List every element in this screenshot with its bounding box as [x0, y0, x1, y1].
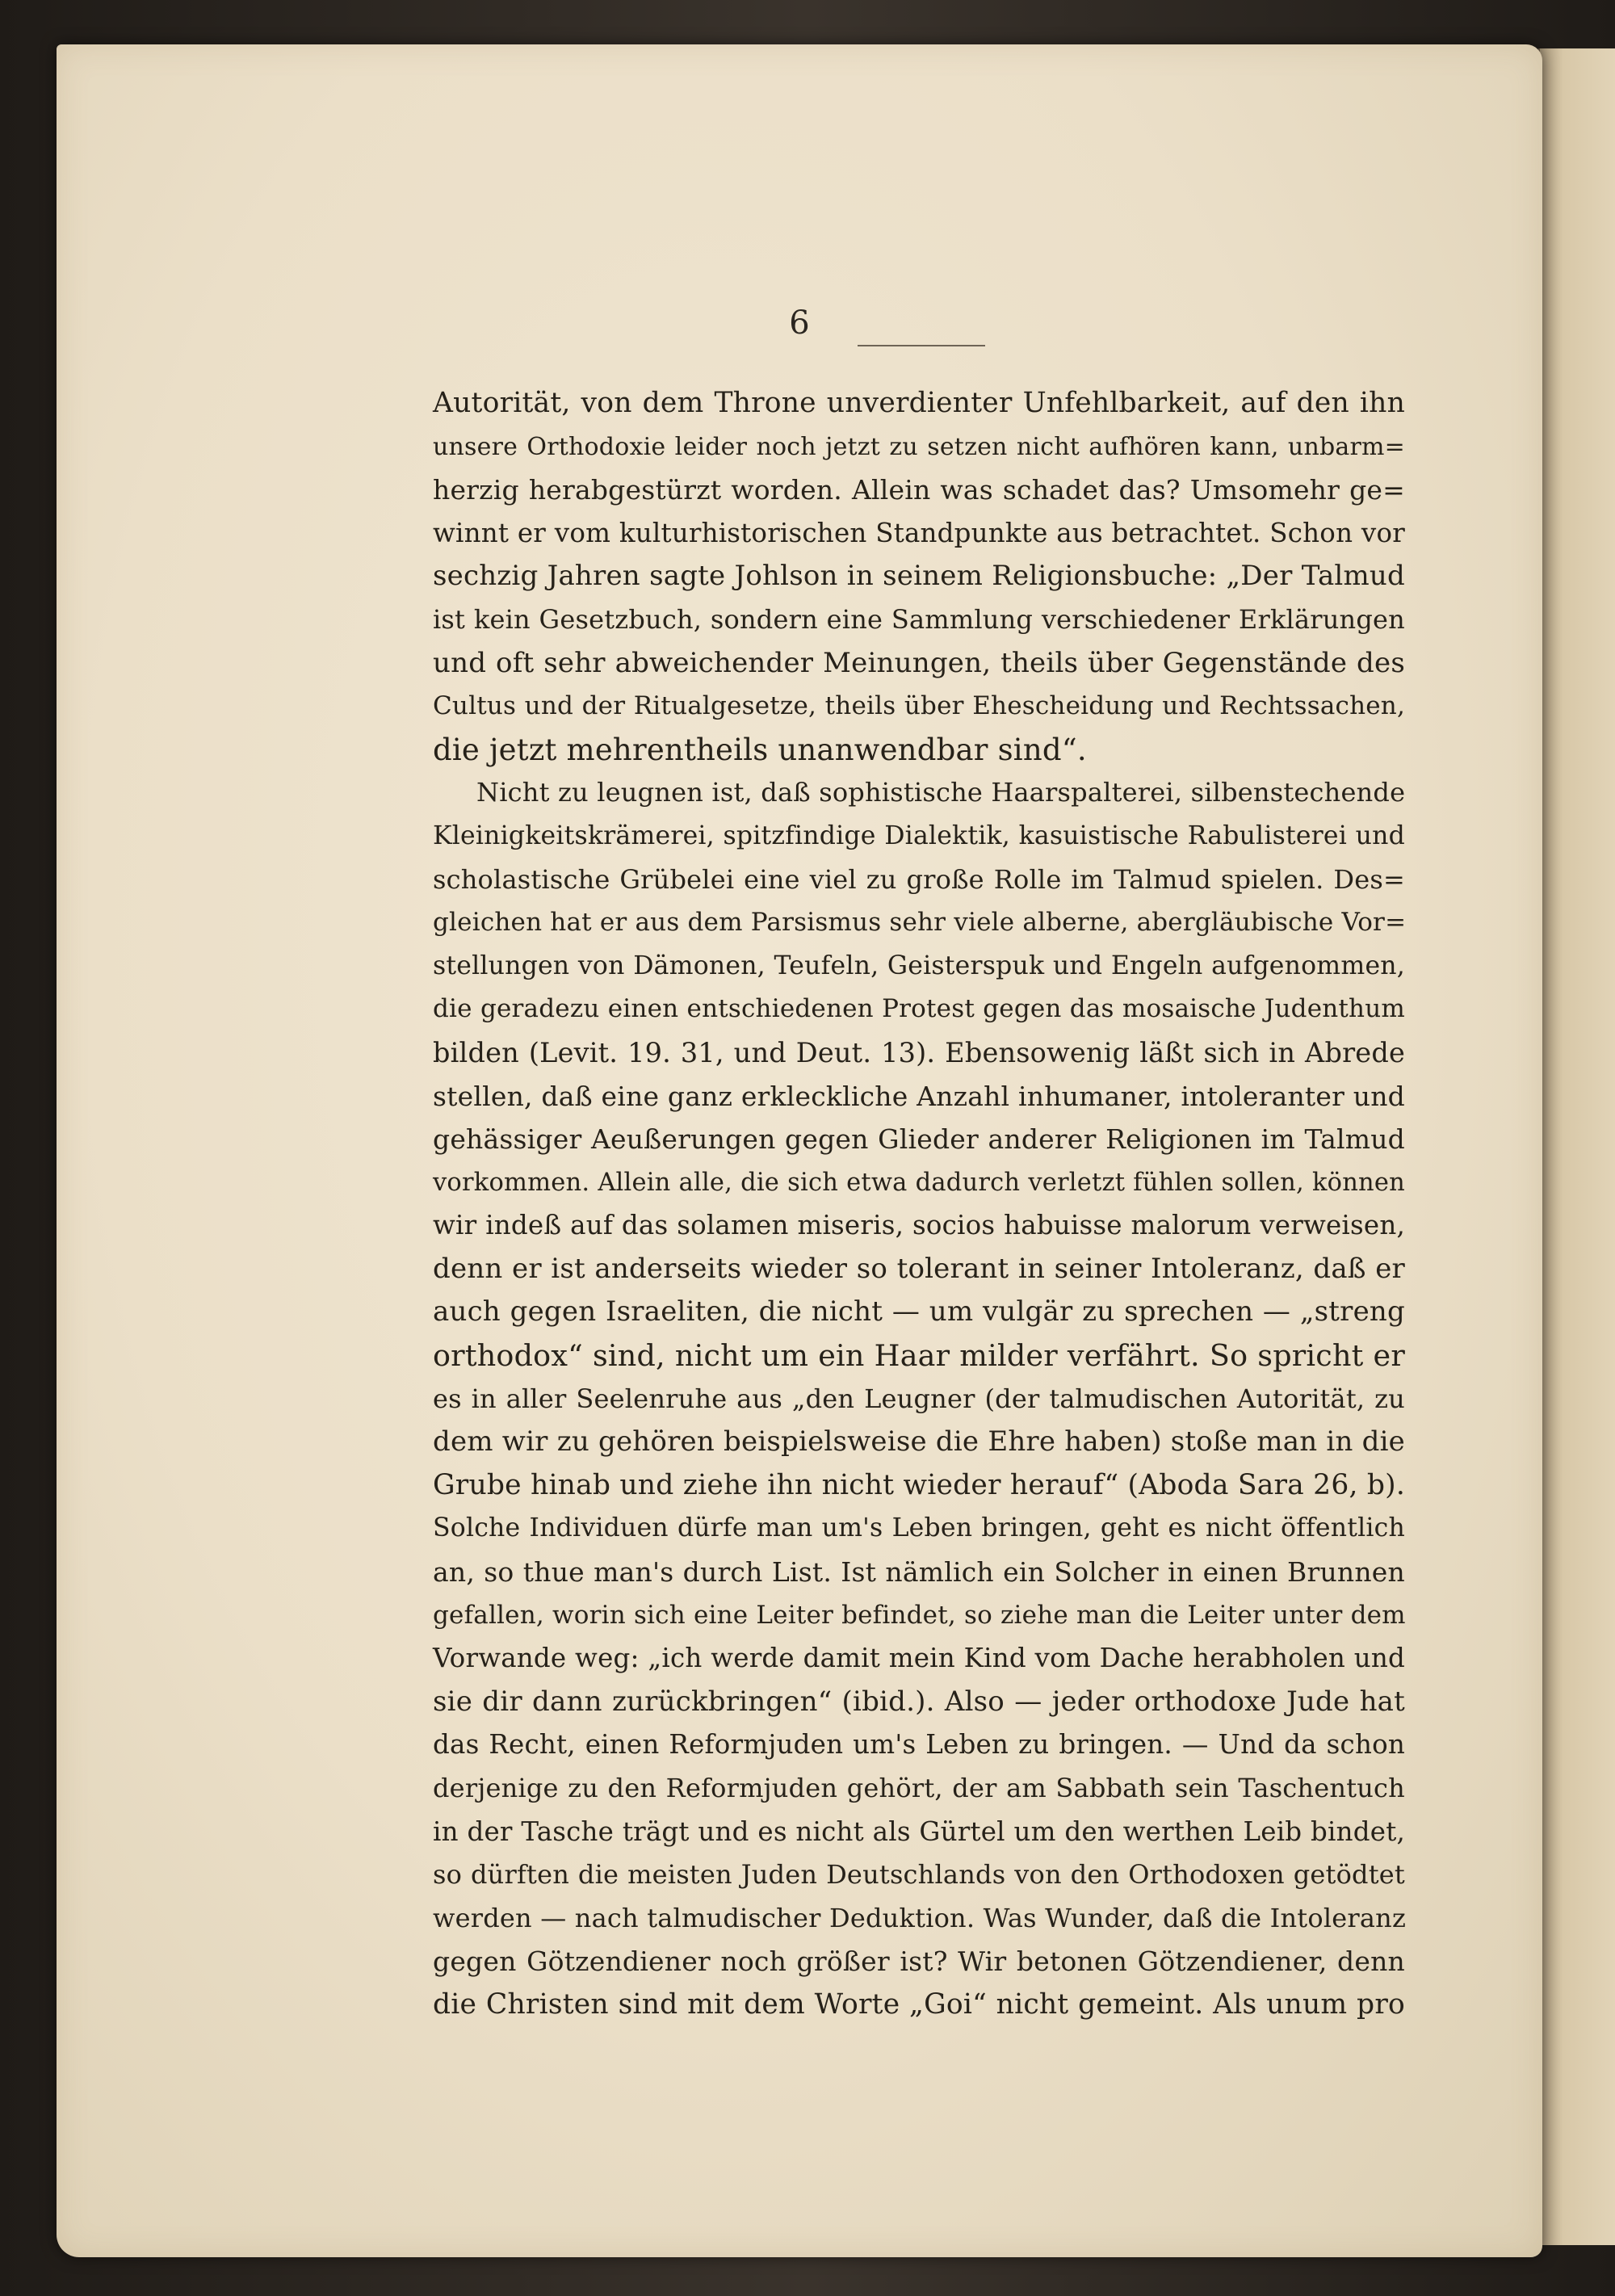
text-line: in der Tasche trägt und es nicht als Gürtel um den werthen Leib bindet,: [433, 1815, 1405, 1847]
paragraph-start-line: Nicht zu leugnen ist, daß sophistische Haarspalterei, silbenstechende: [476, 777, 1406, 808]
text-line: die geradezu einen entschiedenen Protest gegen das mosaische Judenthum: [433, 994, 1405, 1024]
text-line: denn er ist anderseits wieder so tolerant in seiner Intoleranz, daß er: [433, 1252, 1405, 1285]
text-line: gegen Götzendiener noch größer ist? Wir betonen Götzendiener, denn: [433, 1946, 1405, 1978]
text-line: gehässiger Aeußerungen gegen Glieder anderer Religionen im Talmud: [433, 1123, 1405, 1156]
text-line: winnt er vom kulturhistorischen Standpunkte aus betrachtet. Schon vor: [433, 517, 1405, 548]
text-line: gleichen hat er aus dem Parsismus sehr viele alberne, abergläubische Vor=: [433, 908, 1407, 938]
text-line: wir indeß auf das solamen miseris, socios habuisse malorum verweisen,: [433, 1210, 1405, 1241]
text-line: vorkommen. Allein alle, die sich etwa dadurch verletzt fühlen sollen, können: [433, 1168, 1405, 1197]
text-line: es in aller Seelenruhe aus „den Leugner (der talmudischen Autorität, zu: [433, 1383, 1405, 1414]
text-line: unsere Orthodoxie leider noch jetzt zu setzen nicht aufhören kann, unbarm=: [433, 432, 1405, 461]
text-line: die Christen sind mit dem Worte „Goi“ nicht gemeint. Als unum pro: [433, 1987, 1405, 2021]
text-line: herzig herabgestürzt worden. Allein was schadet das? Umsomehr ge=: [433, 474, 1405, 506]
text-line: werden — nach talmudischer Deduktion. Was Wunder, daß die Intoleranz: [433, 1902, 1407, 1933]
text-line: Vorwande weg: „ich werde damit mein Kind vom Dache herabholen und: [433, 1643, 1405, 1674]
text-line: und oft sehr abweichender Meinungen, theils über Gegenstände des: [433, 646, 1405, 679]
text-line: Cultus und der Ritualgesetze, theils über Ehescheidung und Rechtssachen,: [433, 691, 1405, 721]
text-line: derjenige zu den Reformjuden gehört, der am Sabbath sein Taschentuch: [433, 1773, 1405, 1803]
paragraph-end-line: die jetzt mehrentheils unanwendbar sind“.: [433, 732, 1087, 767]
text-line: orthodox“ sind, nicht um ein Haar milder verfährt. So spricht er: [433, 1338, 1405, 1374]
text-line: gefallen, worin sich eine Leiter befindet, so ziehe man die Leiter unter dem: [433, 1600, 1406, 1630]
text-line: auch gegen Israeliten, die nicht — um vulgär zu sprechen — „streng: [433, 1295, 1405, 1328]
text-line: Solche Individuen dürfe man um's Leben bringen, geht es nicht öffentlich: [433, 1513, 1405, 1543]
facing-page-edge: [1538, 48, 1615, 2245]
text-line: dem wir zu gehören beispielsweise die Ehre haben) stoße man in die: [433, 1425, 1405, 1459]
body-text: [433, 382, 1405, 2027]
page-number: 6: [789, 304, 810, 342]
text-line: stellungen von Dämonen, Teufeln, Geisterspuk und Engeln aufgenommen,: [433, 951, 1405, 980]
text-line: ist kein Gesetzbuch, sondern eine Sammlung verschiedener Erklärungen: [433, 603, 1405, 635]
text-line: das Recht, einen Reformjuden um's Leben zu bringen. — Und da schon: [433, 1729, 1405, 1761]
text-line: Kleinigkeitskrämerei, spitzfindige Dialektik, kasuistische Rabulisterei und: [433, 821, 1405, 850]
text-line: Grube hinab und ziehe ihn nicht wieder herauf“ (Aboda Sara 26, b).: [433, 1468, 1405, 1501]
book-page: [57, 44, 1542, 2257]
text-line: Autorität, von dem Throne unverdienter Unfehlbarkeit, auf den ihn: [433, 387, 1405, 419]
text-line: so dürften die meisten Juden Deutschlands von den Orthodoxen getödtet: [433, 1859, 1405, 1891]
text-line: an, so thue man's durch List. Ist nämlich ein Solcher in einen Brunnen: [433, 1556, 1405, 1589]
text-line: sechzig Jahren sagte Johlson in seinem Religionsbuche: „Der Talmud: [433, 560, 1405, 593]
text-line: bilden (Levit. 19. 31, und Deut. 13). Ebensowenig läßt sich in Abrede: [433, 1036, 1405, 1068]
text-line: stellen, daß eine ganz erkleckliche Anzahl inhumaner, intoleranter und: [433, 1080, 1405, 1112]
text-line: sie dir dann zurückbringen“ (ibid.). Also — jeder orthodoxe Jude hat: [433, 1685, 1405, 1718]
page-number-rule: [858, 345, 985, 346]
text-line: scholastische Grübelei eine viel zu große Rolle im Talmud spielen. Des=: [433, 863, 1405, 895]
